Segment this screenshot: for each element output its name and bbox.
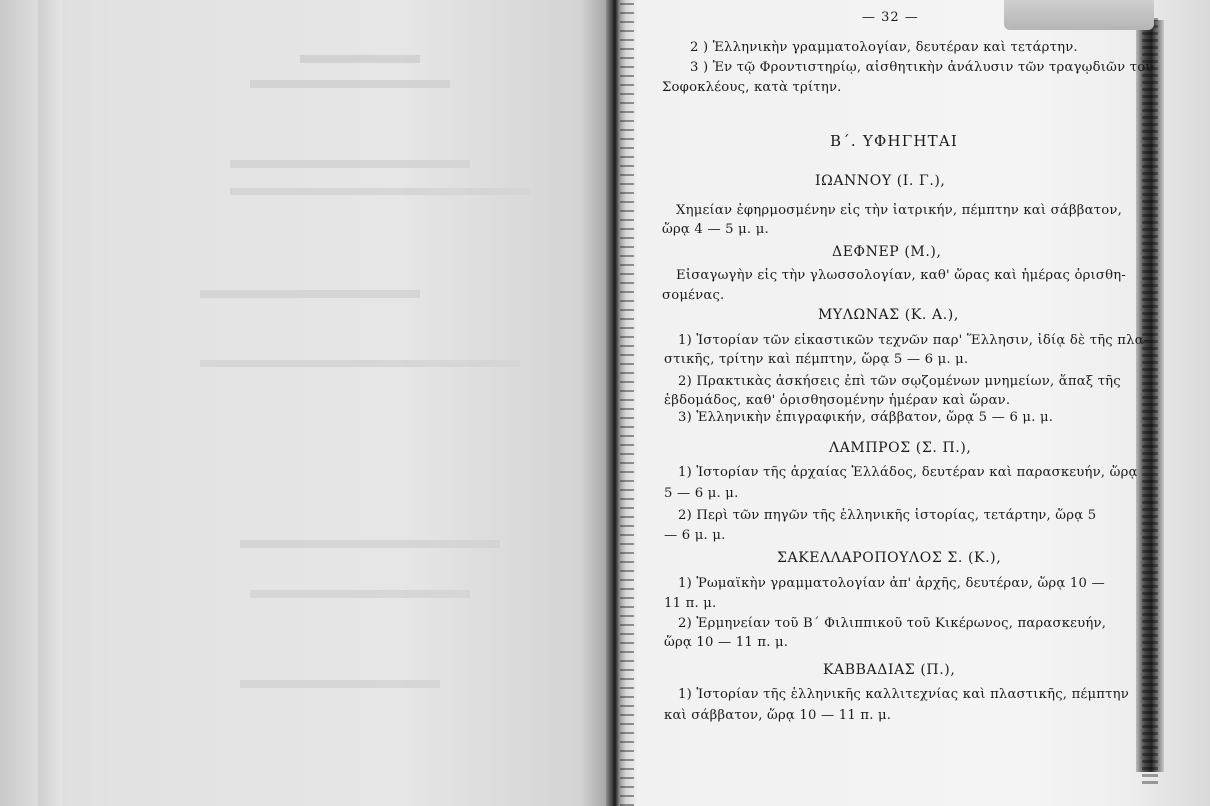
text-line: ἑβδομάδος, καθ' ὁρισθησομένην ἡμέραν καὶ ὥραν. xyxy=(664,393,1011,408)
show-through-mark xyxy=(200,360,520,367)
text-line: καὶ σάββατον, ὥρᾳ 10 — 11 π. μ. xyxy=(664,708,892,723)
show-through-mark xyxy=(240,680,440,688)
text-line: 11 π. μ. xyxy=(664,596,717,611)
show-through-mark xyxy=(200,290,420,298)
text-line: 1) Ἱστορίαν τῆς ἑλληνικῆς καλλιτεχνίας καὶ πλαστικῆς, πέμπτην xyxy=(678,687,1129,702)
entry-name: ΣΑΚΕΛΛΑΡΟΠΟΥΛΟΣ Σ. (Κ.), xyxy=(777,550,1002,566)
text-line: ὥρᾳ 4 — 5 μ. μ. xyxy=(662,222,769,237)
text-line: Σοφοκλέους, κατὰ τρίτην. xyxy=(662,80,842,95)
text-line: 5 — 6 μ. μ. xyxy=(664,486,739,501)
text-line: 3) Ἑλληνικὴν ἐπιγραφικήν, σάββατον, ὥρᾳ 5 — 6 μ. μ. xyxy=(678,410,1054,425)
section-title: Β΄. ΥΦΗΓΗΤΑΙ xyxy=(830,132,958,150)
text-line: Εἰσαγωγὴν εἰς τὴν γλωσσολογίαν, καθ' ὥρας καὶ ἡμέρας ὁρισθη- xyxy=(676,268,1127,283)
left-page-edge xyxy=(38,0,62,806)
show-through-mark xyxy=(250,590,470,598)
text-line: 2) Πρακτικὰς ἀσκήσεις ἐπὶ τῶν σῳζομένων μνημείων, ἅπαξ τῆς xyxy=(678,374,1121,389)
entry-name: ΜΥΛΩΝΑΣ (Κ. Α.), xyxy=(818,307,959,323)
text-line: 1) Ῥωμαϊκὴν γραμματολογίαν ἀπ' ἀρχῆς, δευτέραν, ὥρᾳ 10 — xyxy=(678,576,1105,591)
show-through-mark xyxy=(230,160,470,168)
text-line: 2) Ἑρμηνείαν τοῦ Β΄ Φιλιππικοῦ τοῦ Κικέρωνος, παρασκευήν, xyxy=(678,616,1107,631)
text-line: 2) Περὶ τῶν πηγῶν τῆς ἑλληνικῆς ἱστορίας, τετάρτην, ὥρᾳ 5 xyxy=(678,508,1097,523)
show-through-mark xyxy=(300,55,420,63)
entry-name: ΙΩΑΝΝΟΥ (Ι. Γ.), xyxy=(815,173,946,189)
text-line: ὥρᾳ 10 — 11 π. μ. xyxy=(664,635,789,650)
show-through-mark xyxy=(240,540,500,548)
entry-name: ΛΑΜΠΡΟΣ (Σ. Π.), xyxy=(829,440,972,456)
text-line: στικῆς, τρίτην καὶ πέμπτην, ὥρᾳ 5 — 6 μ. μ. xyxy=(664,352,969,367)
page-clip xyxy=(1004,0,1154,30)
show-through-mark xyxy=(250,80,450,88)
right-edge-noise xyxy=(1142,14,1158,784)
page-number: — 32 — xyxy=(862,10,919,25)
entry-name: ΚΑΒΒΑΔΙΑΣ (Π.), xyxy=(823,662,956,678)
text-line: 3 ) Ἐν τῷ Φροντιστηρίῳ, αἰσθητικὴν ἀνάλυσιν τῶν τραγῳδιῶν τοῦ xyxy=(690,60,1154,75)
text-line: 1) Ἱστορίαν τῆς ἀρχαίας Ἑλλάδος, δευτέραν καὶ παρασκευήν, ὥρᾳ xyxy=(678,465,1138,480)
text-line: — 6 μ. μ. xyxy=(664,528,726,543)
entry-name: ΔΕΦΝΕΡ (Μ.), xyxy=(832,244,942,260)
show-through-mark xyxy=(230,188,530,195)
text-line: 1) Ἱστορίαν τῶν εἰκαστικῶν τεχνῶν παρ' Ἕλλησιν, ἰδίᾳ δὲ τῆς πλα- xyxy=(678,333,1149,348)
text-line: Χημείαν ἐφηρμοσμένην εἰς τὴν ἰατρικήν, πέμπτην καὶ σάββατον, xyxy=(676,203,1122,218)
gutter-shadow xyxy=(620,0,634,806)
text-line: 2 ) Ἑλληνικὴν γραμματολογίαν, δευτέραν καὶ τετάρτην. xyxy=(690,40,1078,55)
text-line: σομένας. xyxy=(662,288,725,303)
